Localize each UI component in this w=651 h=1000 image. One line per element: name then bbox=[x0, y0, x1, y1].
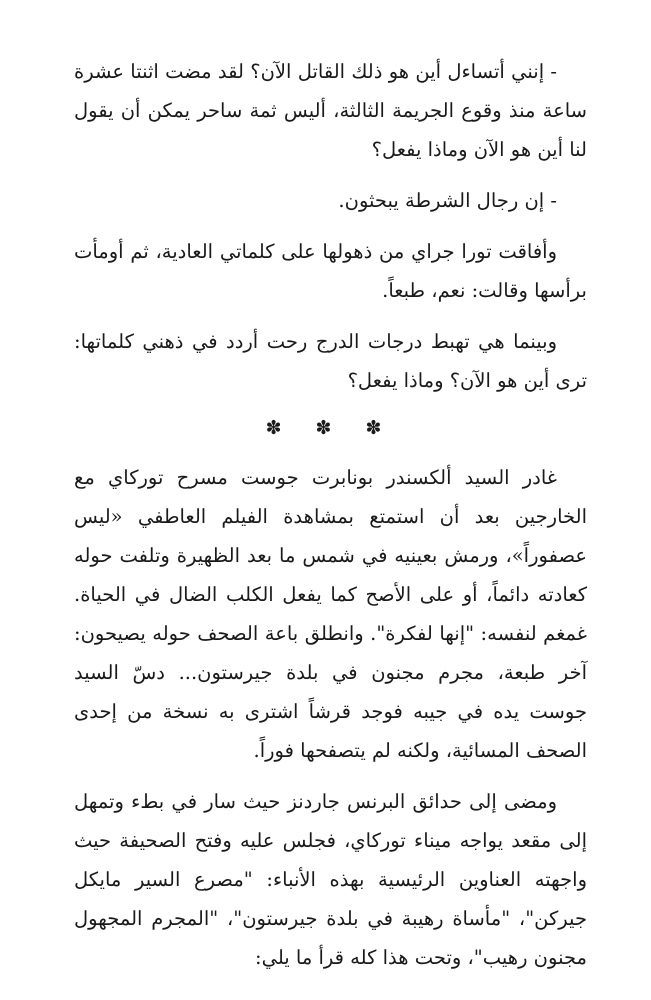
book-page bbox=[74, 52, 587, 989]
section-separator: ✽ ✽ ✽ bbox=[265, 417, 396, 439]
narrative-paragraph: وبينما هي تهبط درجات الدرج رحت أردد في ذهني كلماتها: ترى أين هو الآن؟ وماذا يفعل؟ bbox=[74, 330, 587, 392]
narrative-paragraph: غادر السيد ألكسندر بونابرت جوست مسرح توركاي مع الخارجين بعد أن استمتع بمشاهدة الفيلم العاطفي «ليس عصفوراً»، ورمش بعينيه في شمس ما بعد الظهيرة وتلفت حوله كعادته دائماً، أو على الأصح كما يفعل الكلب الضال في الحياة. غمغم لنفسه: "إنها لفكرة". وانطلق باعة الصحف حوله يصيحون: آخر طبعة، مجرم مجنون في بلدة جيرستون... دسّ السيد جوست يده في جيبه فوجد قرشاً اشترى به نسخة من إحدى الصحف المسائية، ولكنه لم يتصفحها فوراً. bbox=[74, 466, 587, 762]
dialogue-paragraph: - إن رجال الشرطة يبحثون. bbox=[338, 189, 557, 212]
dialogue-paragraph: - إنني أتساءل أين هو ذلك القاتل الآن؟ لقد مضت اثنتا عشرة ساعة منذ وقوع الجريمة الثالثة، أليس ثمة ساحر يمكن أن يقول لنا أين هو الآن وماذا يفعل؟ bbox=[74, 60, 587, 161]
narrative-paragraph: وأفاقت تورا جراي من ذهولها على كلماتي العادية، ثم أومأت برأسها وقالت: نعم، طبعاً. bbox=[74, 240, 587, 302]
narrative-paragraph: ومضى إلى حدائق البرنس جاردنز حيث سار في بطء وتمهل إلى مقعد يواجه ميناء توركاي، فجلس عليه وفتح الصحيفة حيث واجهته العناوين الرئيسية بهذه الأنباء: "مصرع السير مايكل جيركن"، "مأساة رهيبة في بلدة جيرستون"، "المجرم المجهول مجنون رهيب"، وتحت هذا كله قرأ ما يلي: bbox=[74, 790, 587, 969]
